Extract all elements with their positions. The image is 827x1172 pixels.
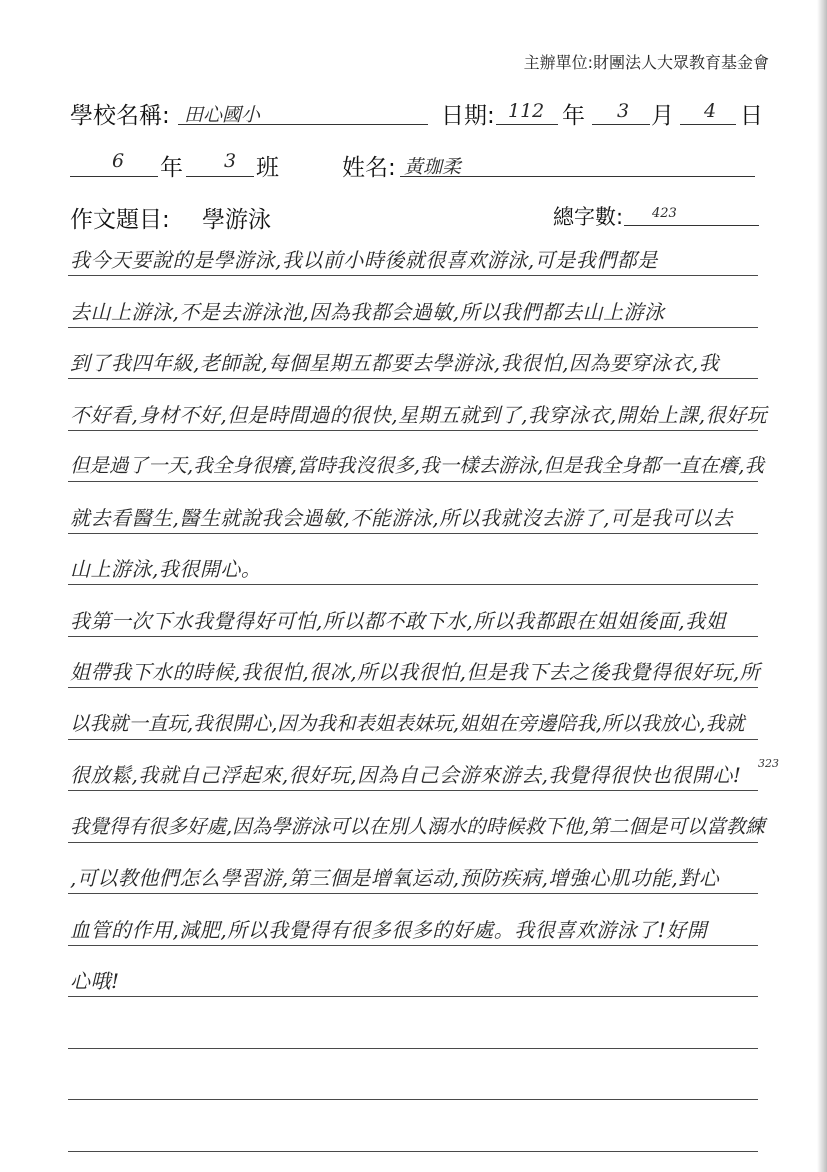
school-value: 田心國小	[184, 104, 261, 126]
essay-line-text: 以我就一直玩,我很開心,因为我和表姐表妹玩,姐姐在旁邊陪我,所以我放心,我就	[70, 713, 745, 735]
date-year-value: 112	[508, 100, 545, 122]
ruled-line	[68, 584, 758, 585]
name-label: 姓名:	[342, 155, 396, 181]
ruled-line	[68, 842, 758, 843]
essay-line-text: 我今天要說的是學游泳,我以前小時後就很喜欢游泳,可是我們都是	[70, 249, 658, 271]
ruled-line	[68, 533, 758, 534]
ruled-line	[68, 1048, 758, 1049]
ruled-line	[68, 327, 758, 328]
class-field	[186, 146, 254, 177]
class-value: 3	[224, 150, 237, 172]
essay-line-text: 心哦!	[70, 970, 120, 992]
essay-line-text: 山上游泳,我很開心。	[70, 558, 262, 580]
wordcount-field	[624, 195, 759, 226]
essay-line-text: 到了我四年級,老師說,每個星期五都要去學游泳,我很怕,因為要穿泳衣,我	[70, 352, 720, 374]
margin-word-count: 323	[758, 757, 779, 770]
ruled-line	[68, 430, 758, 431]
date-month-value: 3	[617, 100, 630, 122]
ruled-line	[68, 945, 758, 946]
ruled-line	[68, 996, 758, 997]
topic-label: 作文題目:	[70, 207, 170, 233]
ruled-line	[68, 275, 758, 276]
essay-line-text: 不好看,身材不好,但是時間過的很快,星期五就到了,我穿泳衣,開始上課,很好玩	[70, 404, 768, 426]
ruled-line	[68, 481, 758, 482]
wordcount-label: 總字數:	[553, 205, 624, 229]
class-unit: 班	[256, 155, 279, 181]
essay-line-text: 去山上游泳,不是去游泳池,因為我都会過敏,所以我們都去山上游泳	[70, 301, 665, 323]
month-unit: 月	[651, 103, 674, 129]
school-label: 學校名稱:	[70, 103, 170, 129]
day-unit: 日	[740, 103, 763, 129]
grade-value: 6	[112, 150, 125, 172]
ruled-line	[68, 893, 758, 894]
name-value: 黃珈柔	[404, 156, 462, 178]
scan-edge	[817, 0, 827, 1172]
organizer-text: 主辦單位:財團法人大眾教育基金會	[523, 53, 769, 72]
wordcount-value: 423	[652, 206, 677, 221]
ruled-line	[68, 790, 758, 791]
ruled-line	[68, 739, 758, 740]
grade-unit: 年	[160, 155, 183, 181]
date-label: 日期:	[441, 103, 495, 129]
ruled-line	[68, 1099, 758, 1100]
ruled-line	[68, 378, 758, 379]
essay-line-text: 我覺得有很多好處,因為學游泳可以在別人溺水的時候救下他,第二個是可以當教練	[70, 816, 765, 838]
date-day-value: 4	[704, 100, 717, 122]
essay-line-text: 但是過了一天,我全身很癢,當時我沒很多,我一樣去游泳,但是我全身都一直在癢,我	[70, 455, 764, 477]
topic-value: 學游泳	[202, 207, 271, 233]
essay-line-text: 我第一次下水我覺得好可怕,所以都不敢下水,所以我都跟在姐姐後面,我姐	[70, 610, 727, 632]
essay-line-text: 就去看醫生,醫生就說我会過敏,不能游泳,所以我就沒去游了,可是我可以去	[70, 507, 733, 529]
essay-line-text: 很放鬆,我就自己浮起來,很好玩,因為自己会游來游去,我覺得很快也很開心!	[70, 764, 742, 786]
ruled-line	[68, 636, 758, 637]
essay-line-text: 姐帶我下水的時候,我很怕,很冰,所以我很怕,但是我下去之後我覺得很好玩,所	[70, 661, 761, 683]
essay-line-text: ,可以教他們怎么學習游,第三個是增氧运动,预防疾病,增強心肌功能,對心	[70, 867, 720, 889]
ruled-line	[68, 1151, 758, 1152]
year-unit: 年	[562, 103, 585, 129]
ruled-line	[68, 687, 758, 688]
essay-line-text: 血管的作用,減肥,所以我覺得有很多很多的好處。我很喜欢游泳了!好開	[70, 919, 708, 941]
